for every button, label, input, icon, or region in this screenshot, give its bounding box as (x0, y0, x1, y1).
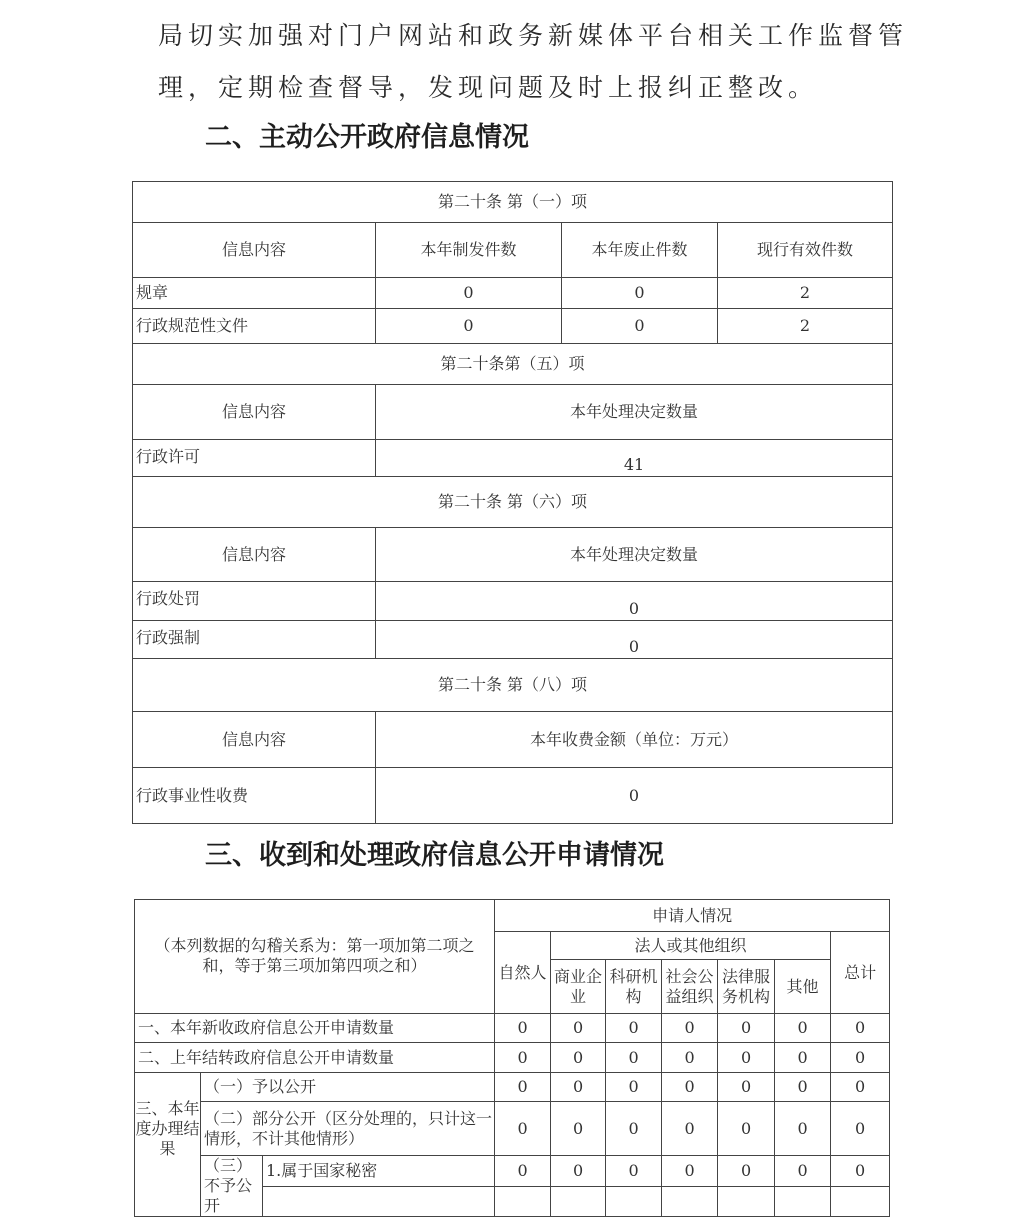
cell-value: 0 (831, 1156, 890, 1187)
row-3c-group-label: （三）不予公开 (201, 1156, 263, 1217)
abolished-count: 0 (562, 278, 718, 309)
row-name: 行政事业性收费 (133, 768, 376, 824)
section-2-title: 二、主动公开政府信息情况 (205, 122, 529, 153)
table-row (133, 309, 893, 344)
empty-cell (495, 1186, 551, 1217)
col-valid-header: 现行有效件数 (718, 223, 893, 278)
col-content-header: 信息内容 (133, 528, 376, 582)
cell-value: 0 (606, 1043, 662, 1073)
empty-cell (662, 1186, 718, 1217)
cell-value: 0 (831, 1014, 890, 1043)
cell-value: 0 (718, 1102, 775, 1156)
empty-cell (606, 1186, 662, 1217)
row-label: （二）部分公开（区分处理的，只计这一情形，不计其他情形） (201, 1102, 495, 1156)
row-label: 二、上年结转政府信息公开申请数量 (135, 1043, 495, 1073)
col-decision-count-header: 本年处理决定数量 (376, 385, 893, 440)
row-label: 1.属于国家秘密 (263, 1156, 495, 1187)
empty-cell (718, 1186, 775, 1217)
cell-value: 0 (551, 1102, 606, 1156)
table-row (135, 1014, 890, 1043)
row-name: 行政处罚 (133, 582, 376, 621)
cell-value: 0 (718, 1014, 775, 1043)
other-header: 其他 (775, 960, 831, 1014)
table-row (133, 440, 893, 477)
cell-value: 0 (551, 1014, 606, 1043)
decision-count: 0 (376, 621, 893, 659)
decision-count: 41 (376, 440, 893, 477)
cell-value: 0 (775, 1156, 831, 1187)
total-header: 总计 (831, 932, 890, 1014)
proactive-disclosure-table (132, 181, 893, 824)
cell-value: 0 (606, 1102, 662, 1156)
empty-cell (775, 1186, 831, 1217)
issued-count: 0 (376, 278, 562, 309)
valid-count: 2 (718, 278, 893, 309)
cell-value: 0 (662, 1043, 718, 1073)
intro-line-1: 局切实加强对门户网站和政务新媒体平台相关工作监督管 (158, 21, 909, 50)
row-name: 行政许可 (133, 440, 376, 477)
research-header: 科研机构 (606, 960, 662, 1014)
table-row (133, 278, 893, 309)
commercial-header: 商业企业 (551, 960, 606, 1014)
col-content-header: 信息内容 (133, 223, 376, 278)
section-3-title: 三、收到和处理政府信息公开申请情况 (205, 840, 664, 871)
article-20-5-header: 第二十条第（五）项 (133, 344, 893, 385)
cell-value: 0 (662, 1014, 718, 1043)
cell-value: 0 (495, 1014, 551, 1043)
row-name: 规章 (133, 278, 376, 309)
disclosure-request-table (134, 899, 890, 1217)
cell-value: 0 (662, 1156, 718, 1187)
col-content-header: 信息内容 (133, 385, 376, 440)
cell-value: 0 (718, 1073, 775, 1102)
cell-value: 0 (831, 1102, 890, 1156)
issued-count: 0 (376, 309, 562, 344)
natural-person-header: 自然人 (495, 932, 551, 1014)
applicant-header: 申请人情况 (495, 900, 890, 932)
cell-value: 0 (606, 1073, 662, 1102)
row-label: 一、本年新收政府信息公开申请数量 (135, 1014, 495, 1043)
row-name: 行政强制 (133, 621, 376, 659)
legal-service-header: 法律服务机构 (718, 960, 775, 1014)
group-3-label: 三、本年度办理结果 (135, 1073, 201, 1217)
cell-value: 0 (775, 1014, 831, 1043)
table-row (135, 1156, 890, 1187)
cell-value: 0 (831, 1043, 890, 1073)
cell-value: 0 (551, 1156, 606, 1187)
col-decision-count-header: 本年处理决定数量 (376, 528, 893, 582)
table-row (135, 1043, 890, 1073)
empty-cell (831, 1186, 890, 1217)
relation-note: （本列数据的勾稽关系为：第一项加第二项之和，等于第三项加第四项之和） (135, 900, 495, 1014)
table-row (135, 1073, 890, 1102)
abolished-count: 0 (562, 309, 718, 344)
article-20-8-header: 第二十条 第（八）项 (133, 659, 893, 712)
cell-value: 0 (495, 1043, 551, 1073)
col-content-header: 信息内容 (133, 712, 376, 768)
row-label: （一）予以公开 (201, 1073, 495, 1102)
fee-amount: 0 (376, 768, 893, 824)
cell-value: 0 (831, 1073, 890, 1102)
cell-value: 0 (775, 1043, 831, 1073)
table-row (133, 621, 893, 659)
cell-value: 0 (775, 1073, 831, 1102)
cell-value: 0 (606, 1014, 662, 1043)
cell-value: 0 (662, 1073, 718, 1102)
cell-value: 0 (495, 1156, 551, 1187)
table-row (133, 768, 893, 824)
cell-value: 0 (718, 1156, 775, 1187)
row-name: 行政规范性文件 (133, 309, 376, 344)
table-row (133, 582, 893, 621)
legal-group-header: 法人或其他组织 (551, 932, 831, 960)
article-20-1-header: 第二十条 第（一）项 (133, 182, 893, 223)
cell-value: 0 (551, 1043, 606, 1073)
cell-value: 0 (606, 1156, 662, 1187)
cell-value: 0 (495, 1102, 551, 1156)
cell-value: 0 (718, 1043, 775, 1073)
col-abolished-header: 本年废止件数 (562, 223, 718, 278)
decision-count: 0 (376, 582, 893, 621)
valid-count: 2 (718, 309, 893, 344)
empty-cell (551, 1186, 606, 1217)
table-row (135, 1102, 890, 1156)
empty-cell (263, 1186, 495, 1217)
article-20-6-header: 第二十条 第（六）项 (133, 477, 893, 528)
cell-value: 0 (495, 1073, 551, 1102)
col-issued-header: 本年制发件数 (376, 223, 562, 278)
cell-value: 0 (551, 1073, 606, 1102)
col-fee-amount-header: 本年收费金额（单位：万元） (376, 712, 893, 768)
cell-value: 0 (775, 1102, 831, 1156)
intro-line-2: 理，定期检查督导，发现问题及时上报纠正整改。 (158, 73, 819, 102)
cell-value: 0 (662, 1102, 718, 1156)
social-header: 社会公益组织 (662, 960, 718, 1014)
